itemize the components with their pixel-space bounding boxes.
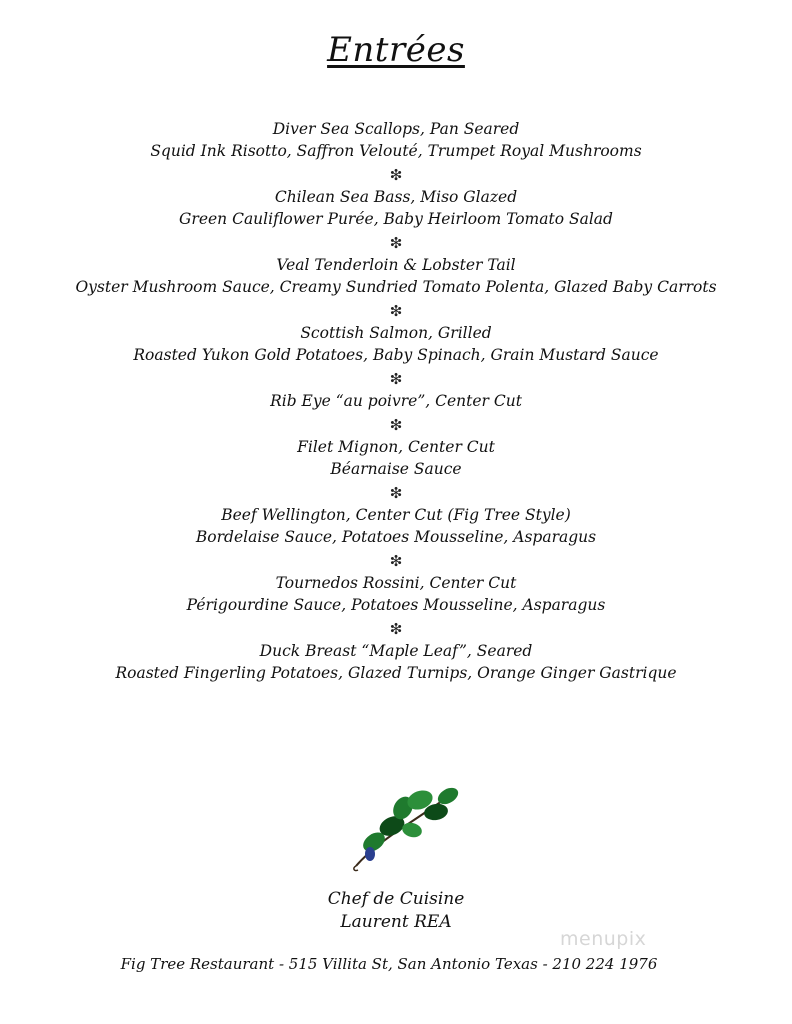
dish-description: Oyster Mushroom Sauce, Creamy Sundried Tomato Polenta, Glazed Baby Carrots (75, 278, 717, 296)
chef-credit (0, 888, 792, 934)
restaurant-address: Fig Tree Restaurant - 515 Villita St, San Antonio Texas - 210 224 1976 (120, 955, 658, 973)
dish-name: Diver Sea Scallops, Pan Seared (272, 120, 520, 138)
fig-branch-icon (348, 782, 463, 877)
watermark-logo: menupix (560, 928, 647, 950)
dish-description: Béarnaise Sauce (330, 460, 462, 478)
separator-icon: ❇ (389, 416, 403, 434)
separator-icon: ❇ (389, 620, 403, 638)
dish-description: Green Cauliflower Purée, Baby Heirloom Tomato Salad (179, 210, 613, 228)
dish-description: Squid Ink Risotto, Saffron Velouté, Trumpet Royal Mushrooms (150, 142, 642, 160)
entree-list (0, 118, 792, 684)
separator-icon: ❇ (389, 302, 403, 320)
separator-icon: ❇ (389, 484, 403, 502)
dish-description: Roasted Yukon Gold Potatoes, Baby Spinach, Grain Mustard Sauce (133, 346, 659, 364)
chef-name: Laurent REA (340, 912, 452, 932)
dish-description: Roasted Fingerling Potatoes, Glazed Turnips, Orange Ginger Gastrique (115, 664, 677, 682)
dish-name: Beef Wellington, Center Cut (Fig Tree Style) (221, 506, 571, 524)
dish-description: Périgourdine Sauce, Potatoes Mousseline, Asparagus (186, 596, 606, 614)
separator-icon: ❇ (389, 370, 403, 388)
dish-name: Scottish Salmon, Grilled (300, 324, 492, 342)
chef-role: Chef de Cuisine (327, 889, 465, 909)
dish-description: Bordelaise Sauce, Potatoes Mousseline, Asparagus (195, 528, 597, 546)
dish-name: Rib Eye “au poivre”, Center Cut (270, 392, 522, 410)
separator-icon: ❇ (389, 166, 403, 184)
dish-name: Veal Tenderloin & Lobster Tail (276, 256, 516, 274)
dish-name: Chilean Sea Bass, Miso Glazed (274, 188, 518, 206)
separator-icon: ❇ (389, 552, 403, 570)
page-title: Entrées (327, 30, 465, 70)
dish-name: Duck Breast “Maple Leaf”, Seared (259, 642, 533, 660)
dish-name: Tournedos Rossini, Center Cut (275, 574, 517, 592)
dish-name: Filet Mignon, Center Cut (297, 438, 495, 456)
separator-icon: ❇ (389, 234, 403, 252)
